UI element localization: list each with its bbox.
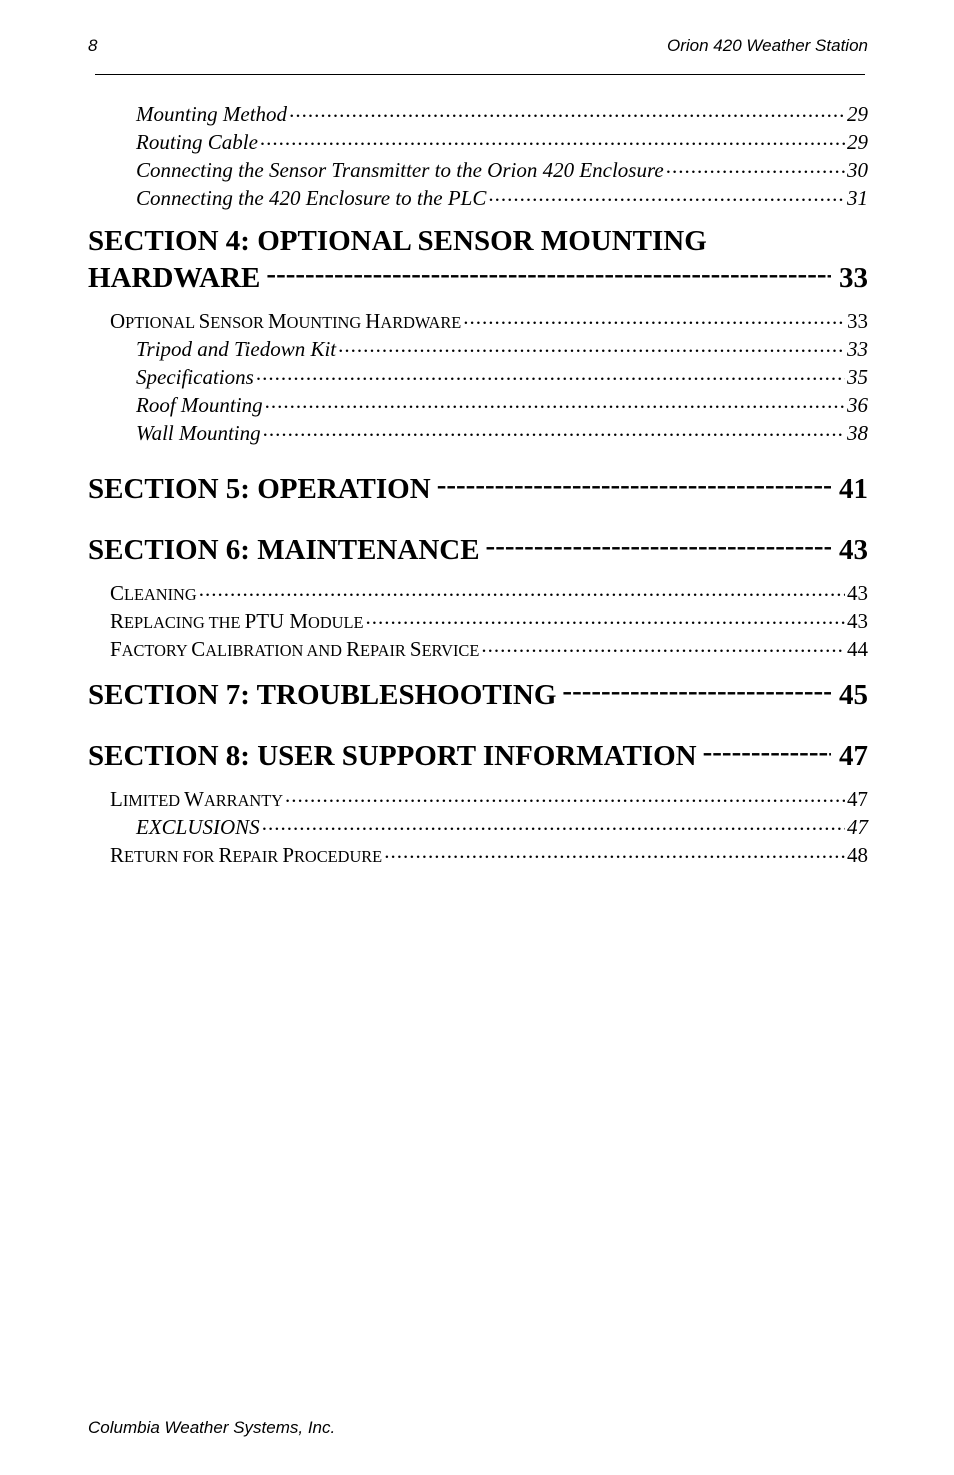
running-title: Orion 420 Weather Station xyxy=(667,36,868,55)
toc-entry-tripod-tiedown-kit[interactable]: Tripod and Tiedown Kit ..... 33 xyxy=(88,335,868,363)
toc-entry-factory-calibration[interactable]: FACTORY CALIBRATION AND REPAIR SERVICE ..... 44 xyxy=(88,635,868,663)
toc-entry-routing-cable[interactable]: Routing Cable ..... 29 xyxy=(88,128,868,156)
toc-section-6[interactable]: SECTION 6: MAINTENANCE ----- 43 xyxy=(88,530,868,567)
toc-entry-roof-mounting[interactable]: Roof Mounting ..... 36 xyxy=(88,391,868,419)
table-of-contents xyxy=(88,100,868,869)
toc-entry-connecting-sensor-transmitter[interactable]: Connecting the Sensor Transmitter to the Orion 420 Enclosure ..... 30 xyxy=(88,156,868,184)
toc-entry-wall-mounting[interactable]: Wall Mounting ..... 38 xyxy=(88,419,868,447)
toc-section-5[interactable]: SECTION 5: OPERATION ----- 41 xyxy=(88,469,868,506)
toc-entry-optional-sensor-mounting-hardware[interactable]: OPTIONAL SENSOR MOUNTING HARDWARE ..... 33 xyxy=(88,307,868,335)
page-footer: Columbia Weather Systems, Inc. xyxy=(88,1418,336,1437)
toc-entry-exclusions[interactable]: EXCLUSIONS ..... 47 xyxy=(88,813,868,841)
toc-entry-cleaning[interactable]: CLEANING ..... 43 xyxy=(88,579,868,607)
toc-entry-limited-warranty[interactable]: LIMITED WARRANTY ..... 47 xyxy=(88,785,868,813)
page-number: 8 xyxy=(88,36,98,55)
toc-entry-mounting-method[interactable]: Mounting Method ..... 29 xyxy=(88,100,868,128)
toc-entry-return-repair-procedure[interactable]: RETURN FOR REPAIR PROCEDURE ..... 48 xyxy=(88,841,868,869)
toc-section-7[interactable]: SECTION 7: TROUBLESHOOTING ----- 45 xyxy=(88,675,868,712)
header-rule xyxy=(95,74,865,75)
toc-entry-connecting-enclosure-plc[interactable]: Connecting the 420 Enclosure to the PLC ..... 31 xyxy=(88,184,868,212)
page-header xyxy=(88,36,868,58)
toc-section-4[interactable]: SECTION 4: OPTIONAL SENSOR MOUNTING HARDWARE ----- 33 xyxy=(88,224,868,295)
toc-entry-replacing-ptu-module[interactable]: REPLACING THE PTU MODULE ..... 43 xyxy=(88,607,868,635)
toc-section-8[interactable]: SECTION 8: USER SUPPORT INFORMATION ----- 47 xyxy=(88,736,868,773)
toc-entry-specifications[interactable]: Specifications ..... 35 xyxy=(88,363,868,391)
